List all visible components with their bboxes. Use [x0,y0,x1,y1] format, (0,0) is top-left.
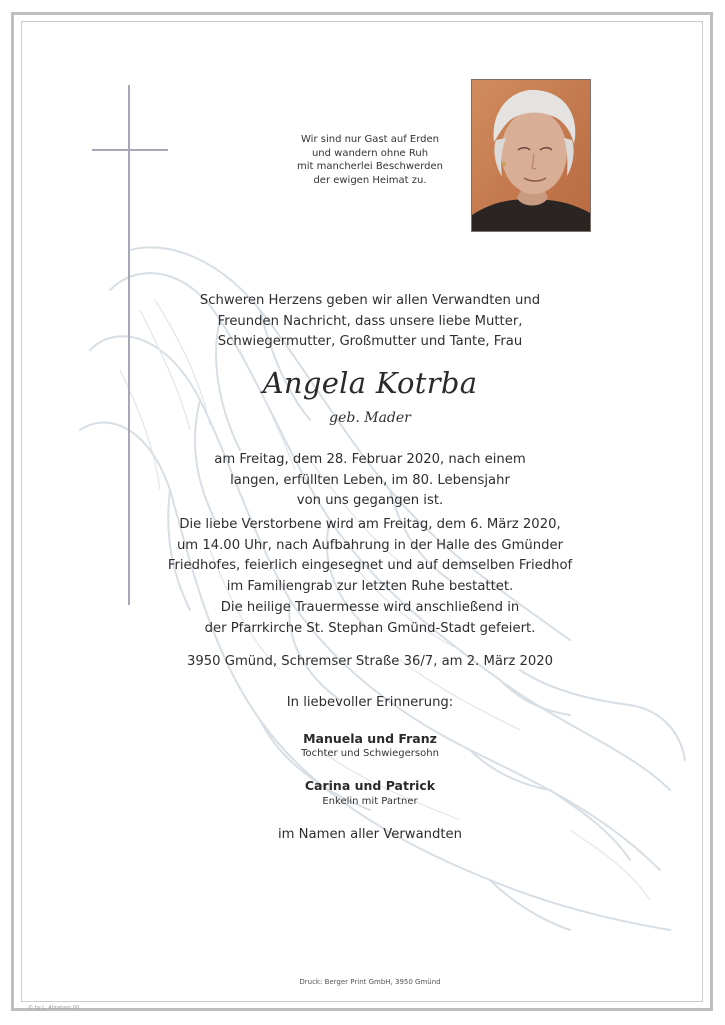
poem-line: mit mancherlei Beschwerden [297,161,443,172]
intro-text [80,291,660,353]
mourner-name: Manuela und Franz [303,731,437,746]
cross-horizontal-bar [92,149,168,151]
memory-line: In liebevoller Erinnerung: [286,695,454,710]
closing-line: im Namen aller Verwandten [277,827,463,842]
intro-line: Schwiegermutter, Großmutter und Tante, Frau [217,334,523,349]
poem-line: und wandern ohne Ruh [311,147,429,159]
mourner-name: Carina und Patrick [304,778,436,793]
poem-line: der ewigen Heimat zu. [313,174,427,186]
printer-credit: Druck: Berger Print GmbH, 3950 Gmünd [299,978,441,986]
death-notice-line: von uns gegangen ist. [296,493,444,508]
death-notice-line: am Freitag, dem 28. Februar 2020, nach einem [214,452,526,467]
maiden-name: geb. Mader [329,410,411,426]
death-notice [80,450,660,512]
funeral-line: Die liebe Verstorbene wird am Freitag, dem 6. März 2020, [179,517,561,532]
intro-line: Freunden Nachricht, dass unsere liebe Mutter, [217,313,523,329]
poem-line: Wir sind nur Gast auf Erden [301,134,439,145]
funeral-line: im Familiengrab zur letzten Ruhe bestattet. [226,578,514,594]
portrait-illustration [472,80,591,232]
funeral-line: Friedhofes, feierlich eingesegnet und auf demselben Friedhof [167,558,573,573]
funeral-notice [80,515,660,597]
mourner-relation: Enkelin mit Partner [322,796,418,807]
death-notice-line: langen, erfüllten Leben, im 80. Lebensjahr [230,472,510,488]
deceased-name: Angela Kotrba [262,366,478,400]
mass-line: der Pfarrkirche St. Stephan Gmünd-Stadt gefeiert. [204,620,536,636]
mass-notice [80,598,660,639]
mass-line: Die heilige Trauermesse wird anschließend in [220,600,520,615]
portrait-photo [471,79,591,232]
poem [270,133,470,187]
place-date: 3950 Gmünd, Schremser Straße 36/7, am 2. März 2020 [186,654,554,669]
corner-note: © by L. Abraham 00 [28,1005,80,1011]
intro-line: Schweren Herzens geben wir allen Verwandten und [199,293,541,308]
funeral-line: um 14.00 Uhr, nach Aufbahrung in der Halle des Gmünder [176,537,564,553]
mourner-relation: Tochter und Schwiegersohn [301,748,439,759]
